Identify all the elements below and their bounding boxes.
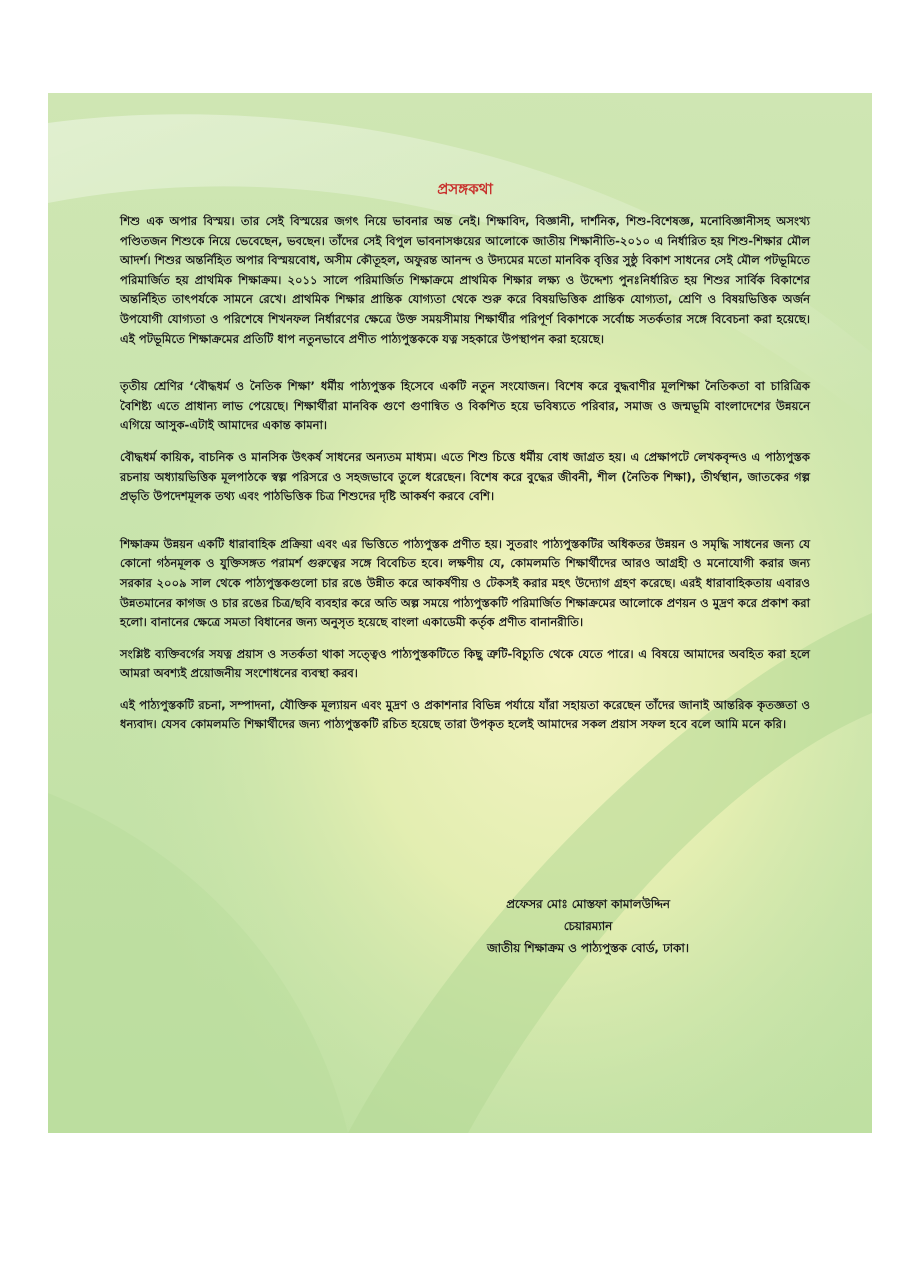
preface-content <box>120 178 810 747</box>
signatory-organization: জাতীয় শিক্ষাক্রম ও পাঠ্যপুস্তক বোর্ড, ঢাকা। <box>487 941 689 955</box>
page-title: প্রসঙ্গকথা <box>437 180 493 198</box>
paragraph-3: বৌদ্ধধর্ম কায়িক, বাচনিক ও মানসিক উৎকর্ষ সাধনের অন্যতম মাধ্যম। এতে শিশু চিত্তে ধর্মীয় বোধ জাগ্রত হয়। এ প্রেক্ষাপটে লেখকবৃন্দও এ পাঠ্যপুস্তক রচনায় অধ্যায়ভিত্তিক মূলপাঠকে স্বল্প পরিসরে ও সহজভাবে তুলে ধরেছেন। বিশেষ করে বুদ্ধের জীবনী, শীল (নৈতিক শিক্ষা), তীর্থস্থান, জাতকের গল্প প্রভৃতি উপদেশমূলক তথ্য এবং পাঠভিত্তিক চিত্র শিশুদের দৃষ্টি আকর্ষণ করবে বেশি। <box>120 449 810 504</box>
signatory-designation: চেয়ারম্যান <box>563 919 613 933</box>
page-panel <box>48 93 872 1133</box>
paragraph-4: শিক্ষাক্রম উন্নয়ন একটি ধারাবাহিক প্রক্রিয়া এবং এর ভিত্তিতে পাঠ্যপুস্তক প্রণীত হয়। সুতরাং পাঠ্যপুস্তকটির অধিকতর উন্নয়ন ও সমৃদ্ধি সাধনের জন্য যে কোনো গঠনমূলক ও যুক্তিসঙ্গত পরামর্শ গুরুত্বের সঙ্গে বিবেচিত হবে। লক্ষণীয় যে, কোমলমতি শিক্ষার্থীদের আরও আগ্রহী ও মনোযোগী করার জন্য সরকার ২০০৯ সাল থেকে পাঠ্যপুস্তকগুলো চার রঙে উন্নীত করে আকর্ষণীয় ও টেকসই করার মহৎ উদ্যোগ গ্রহণ করেছে। এরই ধারাবাহিকতায় এবারও উন্নতমানের কাগজ ও চার রঙের চিত্র/ছবি ব্যবহার করে অতি অল্প সময়ে পাঠ্যপুস্তকটি পরিমার্জিত শিক্ষাক্রমের আলোকে প্রণয়ন ও মুদ্রণ করে প্রকাশ করা হলো। বানানের ক্ষেত্রে সমতা বিধানের জন্য অনুসৃত হয়েছে বাংলা একাডেমী কর্তৃক প্রণীত বানানরীতি। <box>120 536 810 630</box>
signatory-name: প্রফেসর মোঃ মোস্তফা কামালউদ্দিন <box>506 897 670 911</box>
paragraph-6: এই পাঠ্যপুস্তকটি রচনা, সম্পাদনা, যৌক্তিক মূল্যায়ন এবং মুদ্রণ ও প্রকাশনার বিভিন্ন পর্যায়ে যাঁরা সহায়তা করেছেন তাঁদের জানাই আন্তরিক কৃতজ্ঞতা ও ধন্যবাদ। যেসব কোমলমতি শিক্ষার্থীদের জন্য পাঠ্যপুস্তকটি রচিত হয়েছে তারা উপকৃত হলেই আমাদের সকল প্রয়াস সফল হবে বলে আমি মনে করি। <box>120 697 810 732</box>
paragraph-1: শিশু এক অপার বিস্ময়। তার সেই বিস্ময়ের জগৎ নিয়ে ভাবনার অন্ত নেই। শিক্ষাবিদ, বিজ্ঞানী, দার্শনিক, শিশু-বিশেষজ্ঞ, মনোবিজ্ঞানীসহ অসংখ্য পণ্ডিতজন শিশুকে নিয়ে ভেবেছেন, ভবছেন। তাঁদের সেই বিপুল ভাবনাসঞ্চয়ের আলোকে জাতীয় শিক্ষানীতি-২০১০ এ নির্ধারিত হয় শিশু-শিক্ষার মৌল আদর্শ। শিশুর অন্তর্নিহিত অপার বিস্ময়বোধ, অসীম কৌতূহল, অফুরন্ত আনন্দ ও উদ্যমের মতো মানবিক বৃত্তির সুষ্ঠু বিকাশ সাধনের সেই মৌল পটভূমিতে পরিমার্জিত হয় প্রাথমিক শিক্ষাক্রম। ২০১১ সালে পরিমার্জিত শিক্ষাক্রমে প্রাথমিক শিক্ষার লক্ষ্য ও উদ্দেশ্য পুনঃনির্ধারিত হয় শিশুর সার্বিক বিকাশের অন্তর্নিহিত তাৎপর্যকে সামনে রেখে। প্রাথমিক শিক্ষার প্রান্তিক যোগ্যতা থেকে শুরু করে বিষয়ভিত্তিক প্রান্তিক যোগ্যতা, শ্রেণি ও বিষয়ভিত্তিক অর্জন উপযোগী যোগ্যতা ও পরিশেষে শিখনফল নির্ধারণের ক্ষেত্রে উক্ত সময়সীমায় শিক্ষার্থীর পরিপূর্ণ বিকাশকে সর্বোচ্চ সতর্কতার সঙ্গে বিবেচনা করা হয়েছে। এই পটভূমিতে শিক্ষাক্রমের প্রতিটি ধাপ নতুনভাবে প্রণীত পাঠ্যপুস্তককে যত্ন সহকারে উপস্থাপন করা হয়েছে। <box>120 214 810 346</box>
signature-block <box>428 893 748 959</box>
paragraph-2: তৃতীয় শ্রেণির ‘বৌদ্ধধর্ম ও নৈতিক শিক্ষা’ ধর্মীয় পাঠ্যপুস্তক হিসেবে একটি নতুন সংযোজন। বিশেষ করে বুদ্ধবাণীর মূলশিক্ষা নৈতিকতা বা চারিত্রিক বৈশিষ্ট্য এতে প্রাধান্য লাভ পেয়েছে। শিক্ষার্থীরা মানবিক গুণে গুণান্বিত ও বিকশিত হয়ে ভবিষ্যতে পরিবার, সমাজ ও জন্মভূমি বাংলাদেশের উন্নয়নে এগিয়ে আসুক-এটাই আমাদের একান্ত কামনা। <box>120 379 810 433</box>
paragraph-5: সংশ্লিষ্ট ব্যক্তিবর্গের সযত্ন প্রয়াস ও সতর্কতা থাকা সত্ত্বেও পাঠ্যপুস্তকটিতে কিছু ত্রুটি-বিচ্যুতি থেকে যেতে পারে। এ বিষয়ে আমাদের অবহিত করা হলে আমরা অবশ্যই প্রয়োজনীয় সংশোধনের ব্যবস্থা করব। <box>120 646 810 681</box>
